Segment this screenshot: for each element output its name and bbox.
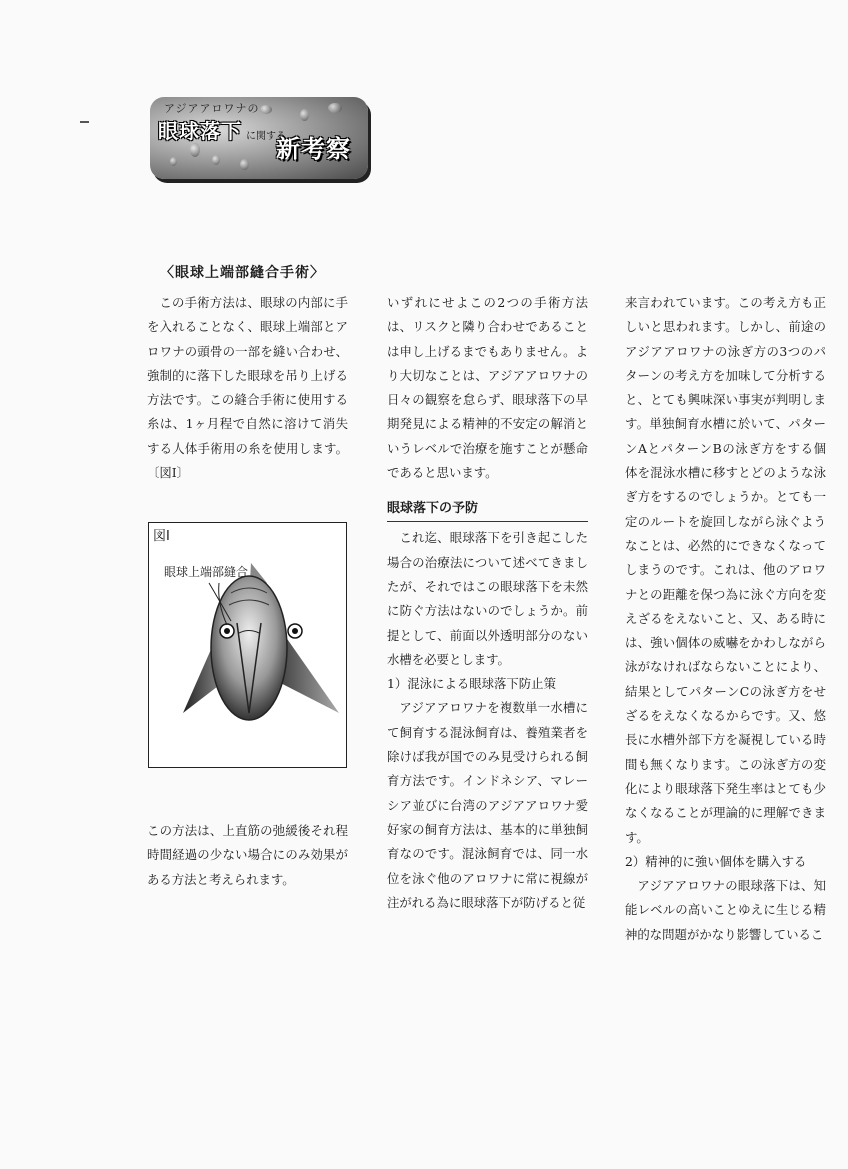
page-speck [80, 121, 89, 123]
paragraph: アジアアロワナを複数単一水槽にて飼育する混泳飼育は、養殖業者を除けば我が国でのみ見受けられる飼育方法です。インドネシア、マレーシア並びに台湾のアジアアロワナ愛好家の飼育方法は、基本的に単独飼育なのです。混泳飼育では、同一水位を泳ぐ他のアロワナに常に視線が注がれる為に眼球落下が防げると従 [387, 700, 588, 910]
column-3 [625, 291, 826, 947]
paragraph: この手術方法は、眼球の内部に手を入れることなく、眼球上端部とアロワナの頭骨の一部を縫い合わせ、強制的に落下した眼球を吊り上げる方法です。この縫合手術に使用する糸は、1ヶ月程で自然に溶けて消失する人体手術用の糸を使用します。〔図Ⅰ〕 [147, 295, 348, 481]
fish-illustration [149, 523, 346, 767]
subheading: 2）精神的に強い個体を購入する [625, 853, 807, 869]
section-heading: 眼球落下の予防 [387, 499, 588, 522]
subheading: 1）混泳による眼球落下防止策 [387, 676, 556, 692]
figure-callout: 眼球上端部縫合 [164, 565, 249, 579]
paragraph: これ迄、眼球落下を引き起こした場合の治療法について述べてきましたが、それではこの眼球落下を未然に防ぐ方法はないのでしょうか。前提として、前面以外透明部分のない水槽を必要とします。 [387, 530, 588, 667]
banner-big-title: 新考察 [276, 135, 351, 163]
column-2 [387, 291, 588, 915]
figure-1 [148, 522, 347, 768]
column-1-lower [147, 819, 348, 892]
banner-main-title: 眼球落下 [158, 119, 242, 143]
paragraph: この方法は、上直筋の弛緩後それ程時間経過の少ない場合にのみ効果がある方法と考えられます。 [147, 823, 348, 887]
figure-label: 図Ⅰ [153, 529, 170, 544]
section-title: 〈眼球上端部縫合手術〉 [160, 265, 325, 281]
banner-connector: に関する [246, 131, 286, 142]
banner-subtitle: アジアアロワナの [164, 102, 260, 115]
paragraph: いずれにせよこの2つの手術方法は、リスクと隣り合わせであることは申し上げるまでもありません。より大切なことは、アジアアロワナの日々の観察を怠らず、眼球落下の早期発見による精神的不安定の解消というレベルで治療を施すことが懸命であると思います。 [387, 295, 588, 481]
paragraph: アジアアロワナの眼球落下は、知能レベルの高いことゆえに生じる精神的な問題がかなり影響しているこ [625, 878, 826, 942]
paragraph: 来言われています。この考え方も正しいと思われます。しかし、前途のアジアアロワナの泳ぎ方の3つのパターンの考え方を加味して分析すると、とても興味深い事実が判明します。単独飼育水槽に於いて、パターンAとパターンBの泳ぎ方をする個体を混泳水槽に移すとどのような泳ぎ方をするのでしょうか。とても一定のルートを旋回しながら泳ぐようなことは、必然的にできなくなってしまうのです。これは、他のアロワナとの距離を保つ為に泳ぐ方向を変えざるをえないこと、又、ある時には、強い個体の威嚇をかわしながら泳がなければならないことにより、結果としてパターンCの泳ぎ方をせざるをえなくなるからです。又、悠長に水槽外部下方を凝視している時間も無くなります。この泳ぎ方の変化により眼球落下発生率はとても少なくなることが理論的に理解できます。 [625, 295, 826, 845]
column-1 [147, 291, 348, 485]
header-banner [150, 97, 368, 179]
